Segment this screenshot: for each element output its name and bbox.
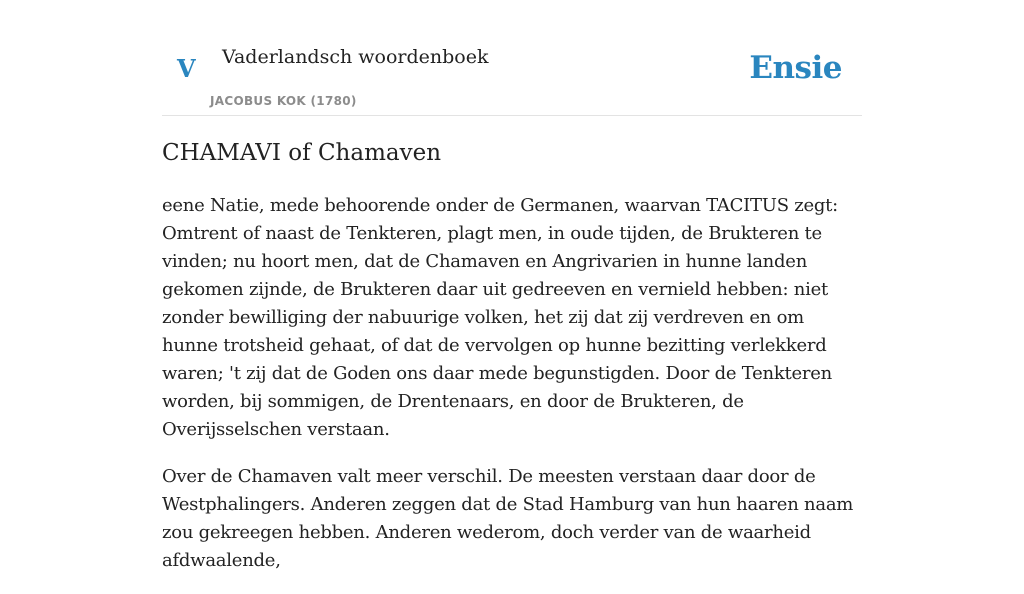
book-letter-badge[interactable]: V — [177, 54, 196, 83]
entry-paragraph: Over de Chamaven valt meer verschil. De meesten verstaan daar door de Westphalingers. Anderen zeggen dat de Stad Hamburg van hun haaren naam zou gekreegen hebben. Anderen wederom, doch verder van de waarheid afdwaalende, — [162, 466, 854, 571]
entry-title: CHAMAVI of Chamaven — [162, 140, 442, 166]
ensie-logo-link[interactable]: Ensie — [749, 50, 842, 86]
book-header — [162, 0, 862, 116]
book-title-link[interactable]: Vaderlandsch woordenboek — [222, 46, 489, 68]
page — [162, 0, 862, 571]
entry-body — [162, 192, 862, 594]
entry-paragraph: eene Natie, mede behoorende onder de Germanen, waarvan TACITUS zegt: Omtrent of naast de Tenkteren, plagt men, in oude tijden, de Brukteren te vinden; nu hoort men, dat de Chamaven en Angrivarien in hunne landen gekomen zijnde, de Brukteren daar uit gedreeven en vernield hebben: niet zonder bewilliging der nabuurige volken, het zij dat zij verdreven en om hunne trotsheid gehaat, of dat de vervolgen op hunne bezitting verlekkerd waren; 't zij dat de Goden ons daar mede begunstigden. Door de Tenkteren worden, bij sommigen, de Drentenaars, en door de Brukteren, de Overijsselschen verstaan. — [162, 195, 838, 440]
book-author: JACOBUS KOK (1780) — [210, 94, 357, 108]
